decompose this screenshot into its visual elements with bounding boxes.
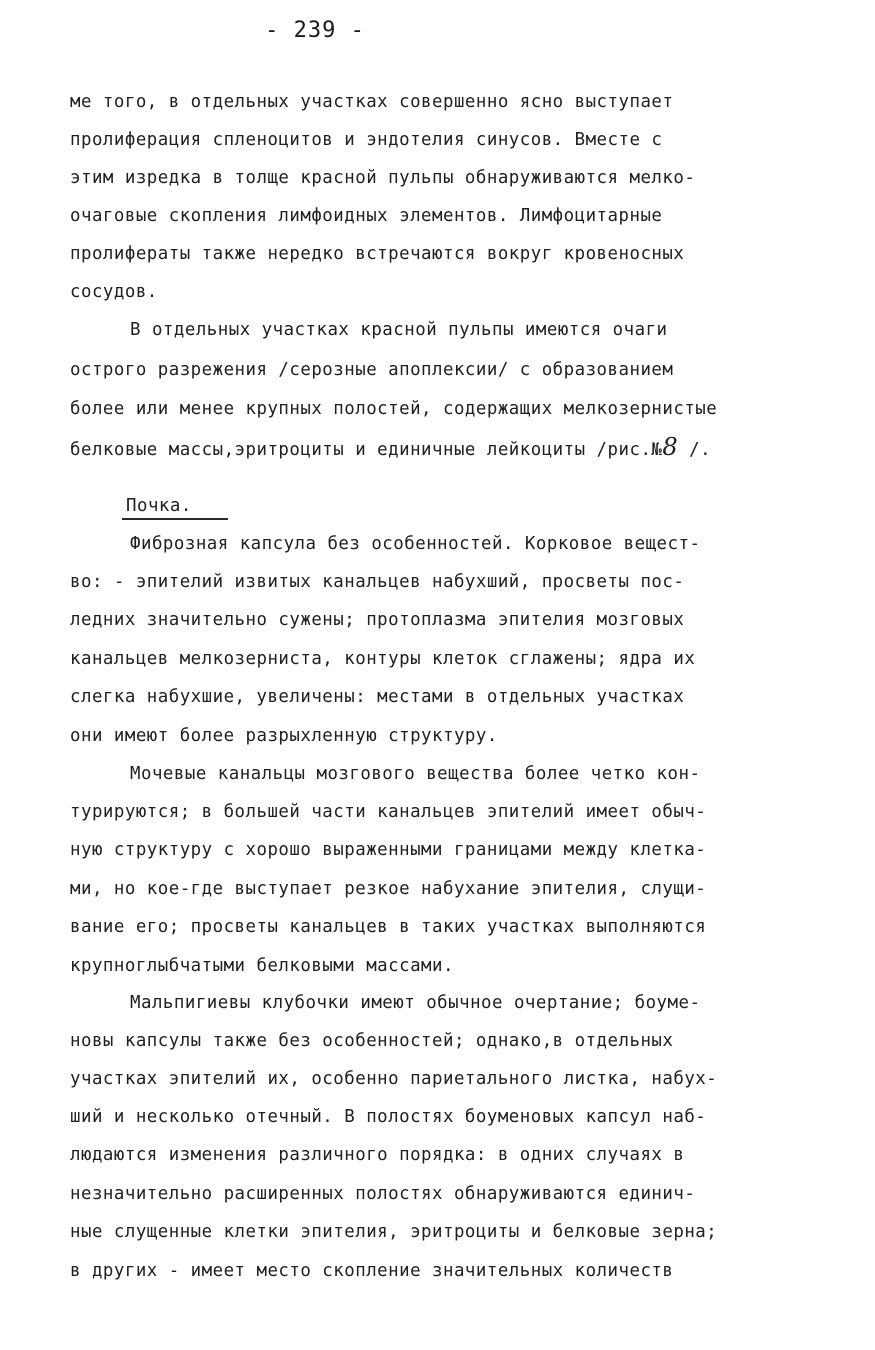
text-line: ные слущенные клетки эпителия, эритроциты и белковые зерна; (70, 1222, 718, 1242)
text-line: незначительно расширенных полостях обнаруживаются единич- (70, 1184, 696, 1204)
text-line: сосудов. (70, 282, 158, 302)
text-line: крупноглыбчатыми белковыми массами. (70, 956, 454, 976)
text-line: новы капсулы также без особенностей; однако,в отдельных (70, 1031, 674, 1051)
text-line: Мочевые канальцы мозгового вещества более четко кон- (130, 764, 701, 784)
text-line: участках эпителий их, особенно париетального листка, набух- (70, 1069, 718, 1089)
text-line: в других - имеет место скопление значительных количеств (70, 1261, 674, 1281)
text-line: во: - эпителий извитых канальцев набухший, просветы пос- (70, 572, 685, 592)
text-line: ме того, в отдельных участках совершенно ясно выступает (70, 92, 674, 112)
text-line: они имеют более разрыхленную структуру. (70, 726, 498, 746)
text-line: очаговые скопления лимфоидных элементов. Лимфоцитарные (70, 206, 663, 226)
heading-underline (122, 518, 228, 520)
text-line: Фиброзная капсула без особенностей. Корковое вещест- (130, 534, 701, 554)
text-line: слегка набухшие, увеличены: местами в отдельных участках (70, 687, 685, 707)
text-line: ледних значительно сужены; протоплазма эпителия мозговых (70, 610, 685, 630)
text-line: В отдельных участках красной пульпы имеются очаги (130, 320, 668, 340)
text-line: острого разрежения /серозные апоплексии/ с образованием (70, 360, 674, 380)
handwritten-figure-number: 8 (662, 433, 679, 461)
text-line: ший и несколько отечный. В полостях боуменовых капсул наб- (70, 1107, 707, 1127)
text-line: ную структуру с хорошо выраженными границами между клетка- (70, 840, 707, 860)
text-line: канальцев мелкозерниста, контуры клеток сглажены; ядра их (70, 649, 696, 669)
text-line: людаются изменения различного порядка: в одних случаях в (70, 1145, 685, 1165)
text-segment: белковые массы,эритроциты и единичные лейкоциты /рис.№ (70, 440, 663, 460)
text-segment: /. (678, 440, 712, 460)
text-line: более или менее крупных полостей, содержащих мелкозернистые (70, 399, 718, 419)
section-heading: Почка. (126, 496, 192, 516)
text-line-with-figure-ref (70, 433, 712, 461)
text-line: пролифераты также нередко встречаются вокруг кровеносных (70, 244, 685, 264)
text-line: пролиферация спленоцитов и эндотелия синусов. Вместе с (70, 130, 663, 150)
text-line: турируются; в большей части канальцев эпителий имеет обыч- (70, 802, 707, 822)
text-line: Мальпигиевы клубочки имеют обычное очертание; боуме- (130, 993, 701, 1013)
text-line: ми, но кое-где выступает резкое набухание эпителия, слущи- (70, 879, 707, 899)
page-number: - 239 - (265, 18, 365, 43)
text-line: вание его; просветы канальцев в таких участках выполняются (70, 917, 707, 937)
text-line: этим изредка в толще красной пульпы обнаруживаются мелко- (70, 168, 696, 188)
